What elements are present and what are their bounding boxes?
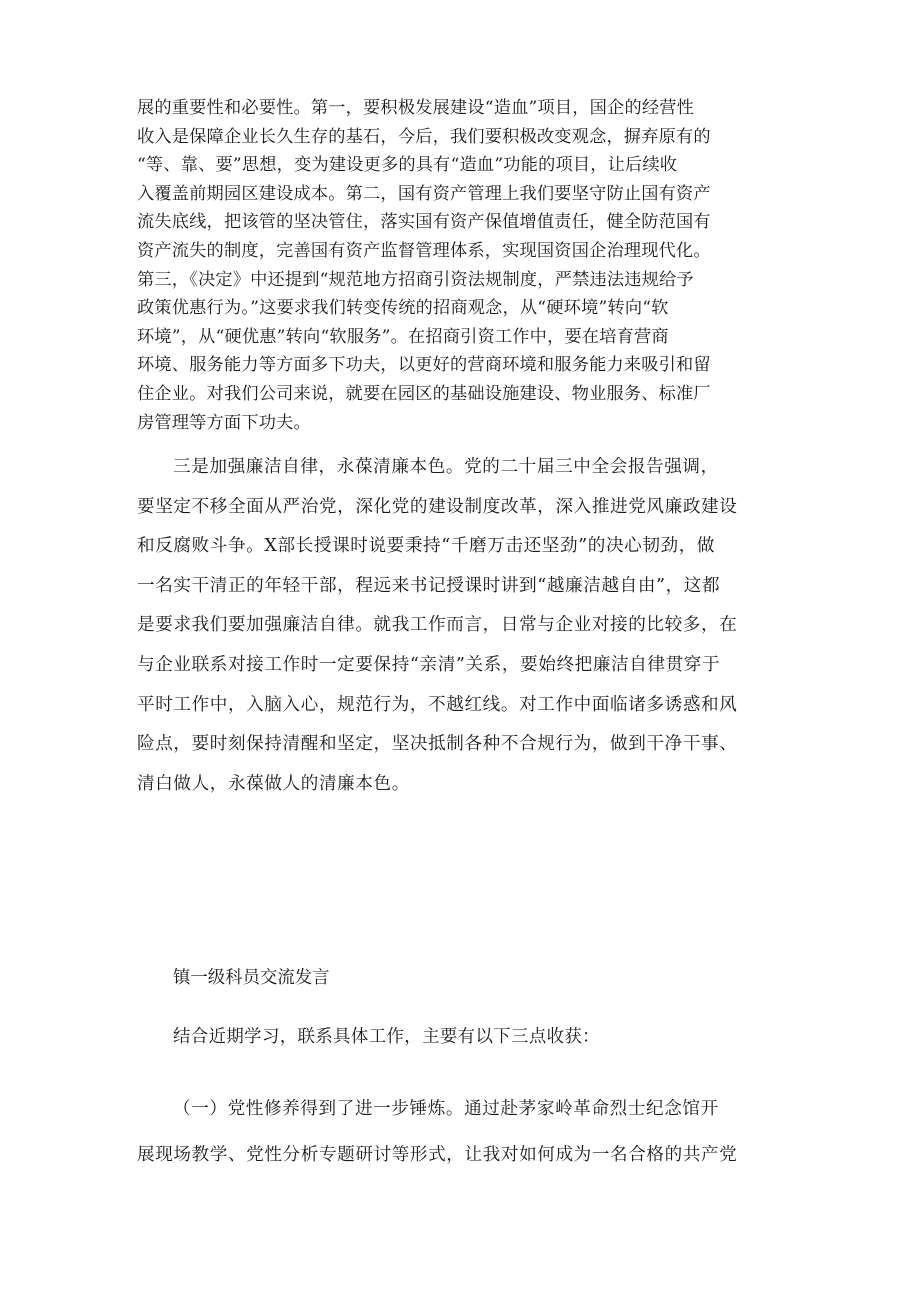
text-line: 住企业。对我们公司来说，就要在园区的基础设施建设、物业服务、标准厂 <box>137 383 711 404</box>
text-line: 房管理等方面下功夫。 <box>137 412 311 433</box>
paragraph-integrity-self-discipline <box>137 448 737 804</box>
text-line: 环境、服务能力等方面多下功夫，以更好的营商环境和服务能力来吸引和留 <box>137 355 711 376</box>
text-line: 流失底线，把该管的坚决管住，落实国有资产保值增值责任，健全防范国有 <box>137 212 711 233</box>
text-line: 第三，《决定》中还提到“规范地方招商引资法规制度，严禁违法违规给予 <box>137 269 694 290</box>
text-line: 与企业联系对接工作时一定要保持“亲清”关系，要始终把廉洁自律贯穿于 <box>137 654 721 675</box>
text-line: 是要求我们要加强廉洁自律。就我工作而言，日常与企业对接的比较多，在 <box>137 615 738 636</box>
text-line: 资产流失的制度，完善国有资产监督管理体系，实现国资国企治理现代化。 <box>137 240 711 261</box>
text-line: 清白做人，永葆做人的清廉本色。 <box>137 773 410 794</box>
section-title: 镇一级科员交流发言 <box>173 968 330 988</box>
text-line: 入覆盖前期园区建设成本。第二，国有资产管理上我们要坚守防止国有资产 <box>137 183 711 204</box>
paragraph-party-spirit <box>137 1086 737 1178</box>
text-line: 环境”，从“硬优惠”转向“软服务”。在招商引资工作中，要在培育营商 <box>137 326 669 347</box>
text-line: 展现场教学、党性分析专题研讨等形式，让我对如何成为一名合格的共产党 <box>137 1145 738 1165</box>
text-line: 险点，要时刻保持清醒和坚定，坚决抵制各种不合规行为，做到干净干事、 <box>137 734 738 755</box>
paragraph-state-asset-management <box>137 94 711 437</box>
text-line: 三是加强廉洁自律，永葆清廉本色。党的二十届三中全会报告强调， <box>173 457 719 477</box>
text-line: （一）党性修养得到了进一步锤炼。通过赴茅家岭革命烈士纪念馆开 <box>173 1099 719 1119</box>
text-line: 平时工作中，入脑入心，规范行为，不越红线。对工作中面临诸多诱惑和风 <box>137 694 738 715</box>
intro-text: 结合近期学习，联系具体工作，主要有以下三点收获： <box>173 1027 600 1047</box>
text-line: 一名实干清正的年轻干部，程远来书记授课时讲到“越廉洁越自由”，这都 <box>137 575 721 596</box>
text-line: “等、靠、要”思想，变为建设更多的具有“造血”功能的项目，让后续收 <box>137 155 678 176</box>
text-line: 要坚定不移全面从严治党，深化党的建设制度改革，深入推进党风廉政建设 <box>137 496 738 517</box>
text-line: 收入是保障企业长久生存的基石，今后，我们要积极改变观念，摒弃原有的 <box>137 126 711 147</box>
text-line: 政策优惠行为。”这要求我们转变传统的招商观念，从“硬环境”转向“软 <box>137 298 669 319</box>
text-line: 和反腐败斗争。X部长授课时说要秉持“千磨万击还坚劲”的决心韧劲，做 <box>137 536 716 557</box>
text-line: 展的重要性和必要性。第一，要积极发展建设“造血”项目，国企的经营性 <box>137 98 694 118</box>
